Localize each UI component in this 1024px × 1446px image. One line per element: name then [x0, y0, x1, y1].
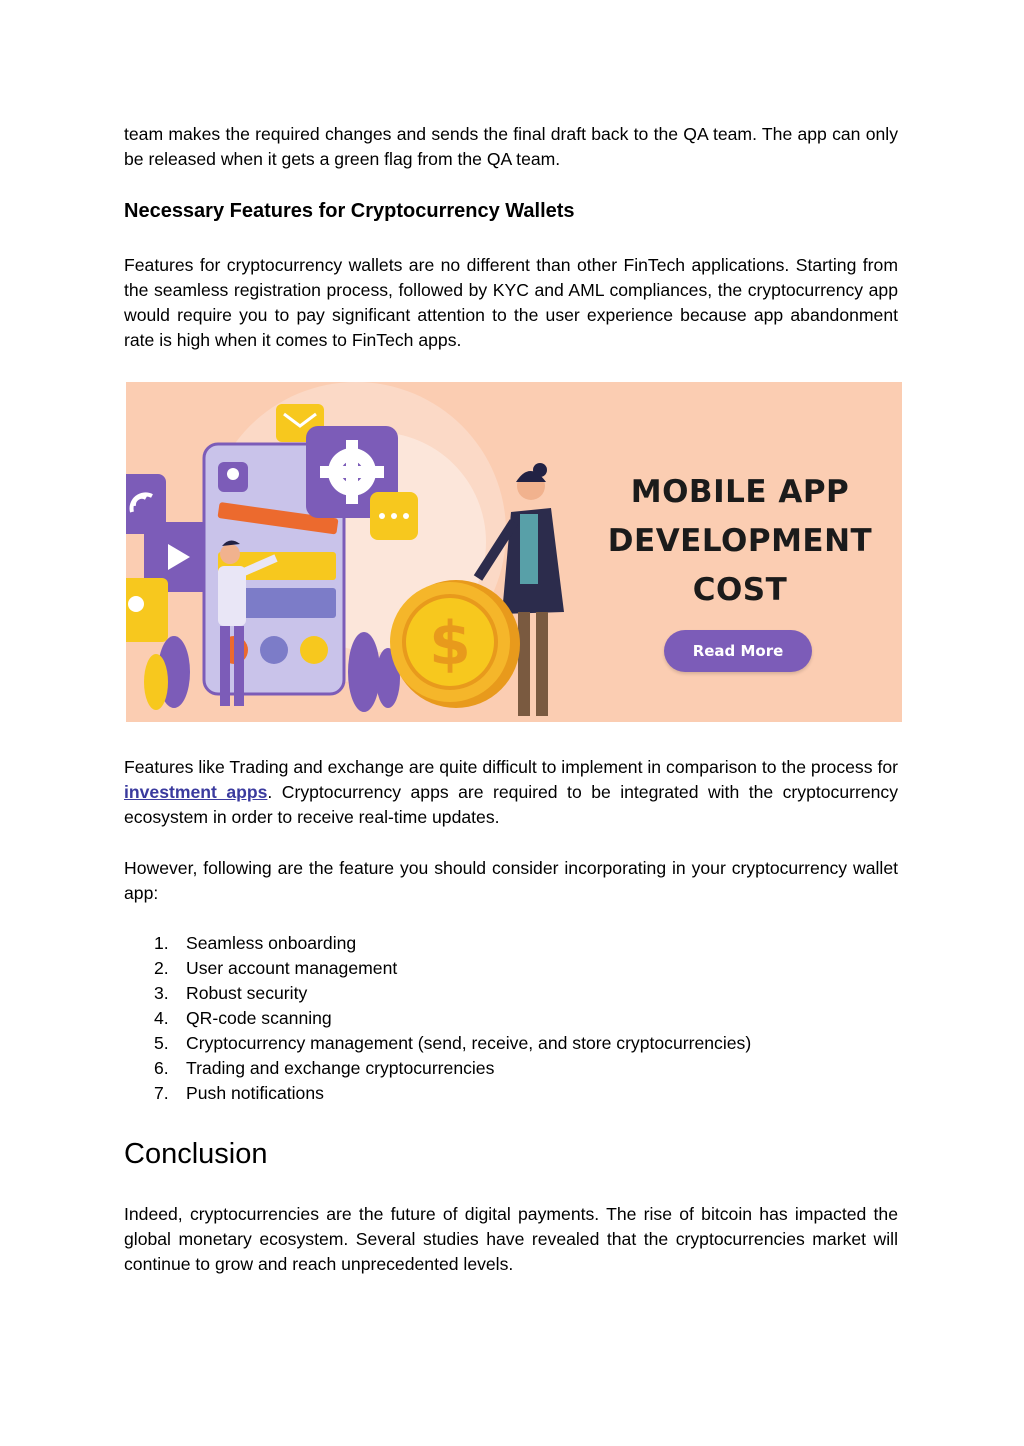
conclusion-heading: Conclusion: [124, 1138, 268, 1170]
list-item-text: Seamless onboarding: [186, 933, 357, 953]
list-item-text: QR-code scanning: [186, 1008, 332, 1028]
list-item: [124, 931, 898, 956]
banner-title-line-3: COST: [692, 572, 788, 608]
list-item-text: Robust security: [186, 983, 308, 1003]
conclusion-paragraph: Indeed, cryptocurrencies are the future of digital payments. The rise of bitcoin has impacted the global monetary ecosystem. Several studies have revealed that the cryptocurrencies market will continue to grow and reach unprecedented levels.: [124, 1204, 898, 1274]
list-item-number: 3.: [154, 983, 169, 1003]
trading-text-after: . Cryptocurrency apps are required to be integrated with the cryptocurrency ecosystem in order to receive real-time updates.: [124, 782, 898, 827]
list-item: [124, 956, 898, 981]
list-item-text: Cryptocurrency management (send, receive, and store cryptocurrencies): [186, 1033, 752, 1053]
list-item-text: Push notifications: [186, 1083, 324, 1103]
list-item: [124, 981, 898, 1006]
investment-apps-link[interactable]: investment apps: [124, 782, 268, 802]
banner-title-line-2: DEVELOPMENT: [607, 523, 873, 559]
list-item-text: Trading and exchange cryptocurrencies: [186, 1058, 495, 1078]
list-item-number: 6.: [154, 1058, 169, 1078]
list-item: [124, 1031, 898, 1056]
list-intro-paragraph: However, following are the feature you should consider incorporating in your cryptocurrency wallet app:: [124, 858, 898, 903]
list-item-number: 4.: [154, 1008, 169, 1028]
trading-paragraph: [124, 755, 898, 830]
list-item: [124, 1056, 898, 1081]
trading-text-before: Features like Trading and exchange are quite difficult to implement in comparison to the process for: [124, 757, 898, 777]
svg-text:$: $: [429, 609, 471, 679]
list-item: [124, 1006, 898, 1031]
features-list: [124, 931, 898, 1106]
intro-paragraph: team makes the required changes and sends the final draft back to the QA team. The app can only be released when it gets a green flag from the QA team.: [124, 124, 898, 169]
list-item: [124, 1081, 898, 1106]
banner-title: [598, 468, 882, 615]
list-item-number: 1.: [154, 933, 169, 953]
read-more-button[interactable]: Read More: [664, 630, 812, 672]
list-item-number: 7.: [154, 1083, 169, 1103]
list-item-text: User account management: [186, 958, 398, 978]
list-item-number: 2.: [154, 958, 169, 978]
banner-image[interactable]: [126, 382, 902, 722]
features-paragraph: Features for cryptocurrency wallets are no different than other FinTech applications. Starting from the seamless registration process, followed by KYC and AML compliances, the cryptocurrency app would require you to pay significant attention to the user experience because app abandonment rate is high when it comes to FinTech apps.: [124, 255, 898, 350]
section-heading: Necessary Features for Cryptocurrency Wallets: [124, 200, 575, 222]
list-item-number: 5.: [154, 1033, 169, 1053]
banner-title-line-1: MOBILE APP: [630, 474, 850, 510]
